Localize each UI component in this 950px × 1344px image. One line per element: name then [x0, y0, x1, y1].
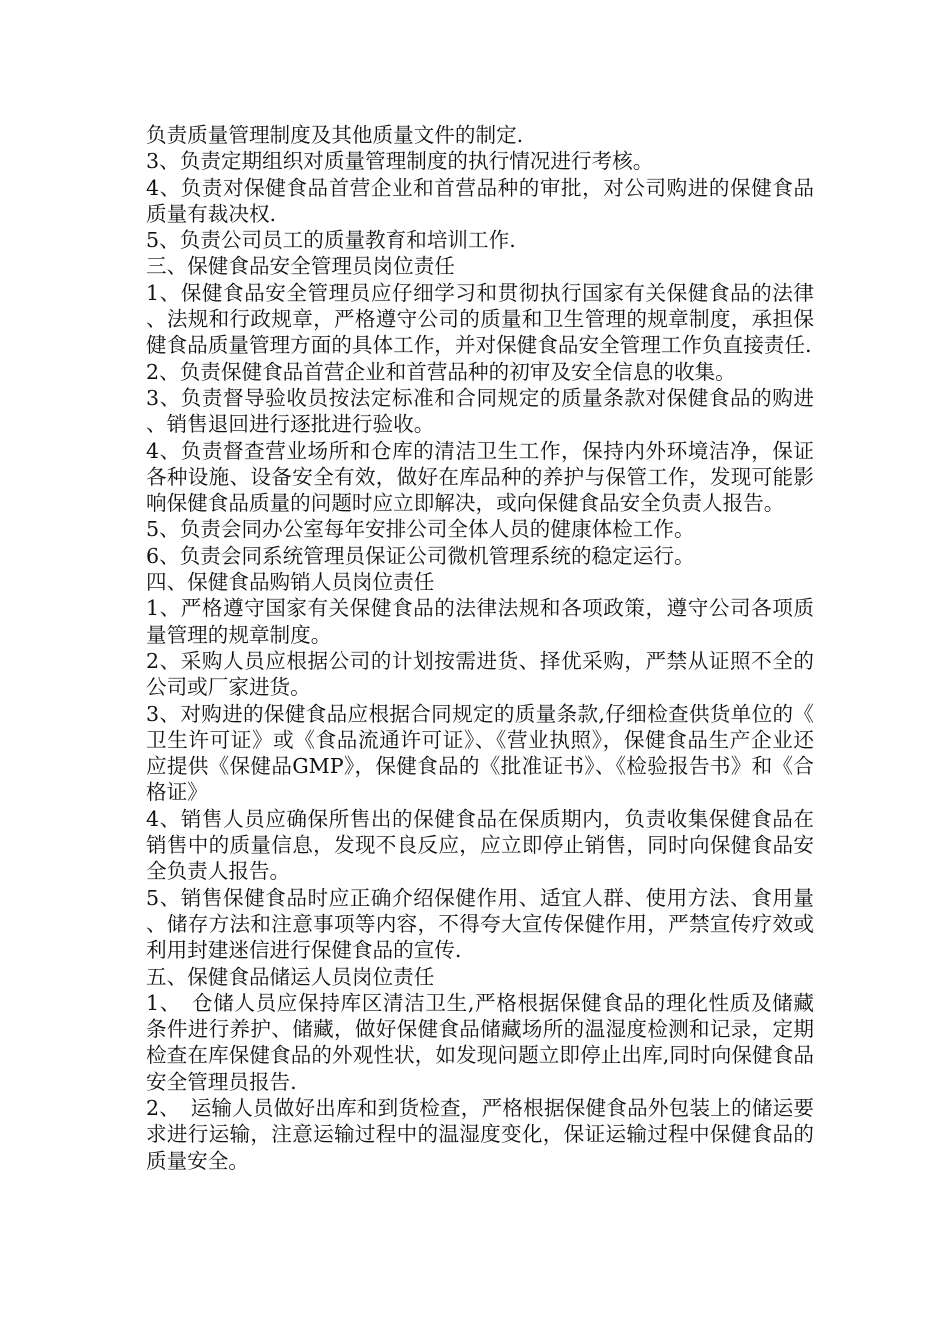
paragraph-intro: 负责质量管理制度及其他质量文件的制定. — [146, 123, 524, 147]
paragraph-item: 1、保健食品安全管理员应仔细学习和贯彻执行国家有关保健食品的法律、法规和行政规章，严格遵守公司的质量和卫生管理的规章制度，承担保健食品质量管理方面的具体工作，并对保健食品安全管理工作负直接责任. — [146, 280, 814, 358]
document-body — [146, 122, 814, 1174]
paragraph-item: 3、对购进的保健食品应根据合同规定的质量条款,仔细检查供货单位的《卫生许可证》或《食品流通许可证》、《营业执照》，保健食品生产企业还应提供《保健品GMP》，保健食品的《批准证书》、《检验报告书》和《合格证》 — [146, 701, 814, 805]
paragraph-item: 5、销售保健食品时应正确介绍保健作用、适宜人群、使用方法、食用量、储存方法和注意事项等内容，不得夸大宣传保健作用，严禁宣传疗效或利用封建迷信进行保健食品的宣传. — [146, 885, 814, 963]
section-heading: 三、保健食品安全管理员岗位责任 — [146, 254, 455, 279]
paragraph-item: 2、采购人员应根据公司的计划按需进货、择优采购，严禁从证照不全的公司或厂家进货。 — [146, 648, 814, 700]
paragraph-item: 2、 运输人员做好出库和到货检查，严格根据保健食品外包装上的储运要求进行运输，注意运输过程中的温湿度变化，保证运输过程中保健食品的质量安全。 — [146, 1095, 814, 1173]
paragraph-item: 2、负责保健食品首营企业和首营品种的初审及安全信息的收集。 — [146, 359, 736, 384]
paragraph-item: 3、负责督导验收员按法定标准和合同规定的质量条款对保健食品的购进、销售退回进行逐批进行验收。 — [146, 385, 814, 437]
paragraph-item: 5、负责公司员工的质量教育和培训工作. — [146, 228, 516, 253]
paragraph-item: 5、负责会同办公室每年安排公司全体人员的健康体检工作。 — [146, 517, 695, 542]
paragraph-item: 4、负责督查营业场所和仓库的清洁卫生工作，保持内外环境洁净，保证各种设施、设备安全有效，做好在库品种的养护与保管工作，发现可能影响保健食品质量的问题时应立即解决，或向保健食品安全负责人报告。 — [146, 438, 814, 516]
paragraph-item: 6、负责会同系统管理员保证公司微机管理系统的稳定运行。 — [146, 543, 695, 568]
paragraph-item: 3、负责定期组织对质量管理制度的执行情况进行考核。 — [146, 149, 654, 174]
paragraph-item: 1、严格遵守国家有关保健食品的法律法规和各项政策，遵守公司各项质量管理的规章制度。 — [146, 596, 814, 647]
paragraph-item: 4、负责对保健食品首营企业和首营品种的审批，对公司购进的保健食品质量有裁决权. — [146, 175, 814, 226]
section-heading: 四、保健食品购销人员岗位责任 — [146, 570, 435, 595]
paragraph-item: 1、 仓储人员应保持库区清洁卫生,严格根据保健食品的理化性质及储藏条件进行养护、储藏，做好保健食品储藏场所的温湿度检测和记录，定期检查在库保健食品的外观性状，如发现问题立即停止出库,同时向保健食品安全管理员报告. — [146, 990, 814, 1094]
section-heading: 五、保健食品储运人员岗位责任 — [146, 964, 435, 989]
paragraph-item: 4、销售人员应确保所售出的保健食品在保质期内，负责收集保健食品在销售中的质量信息，发现不良反应，应立即停止销售，同时向保健食品安全负责人报告。 — [146, 806, 814, 884]
